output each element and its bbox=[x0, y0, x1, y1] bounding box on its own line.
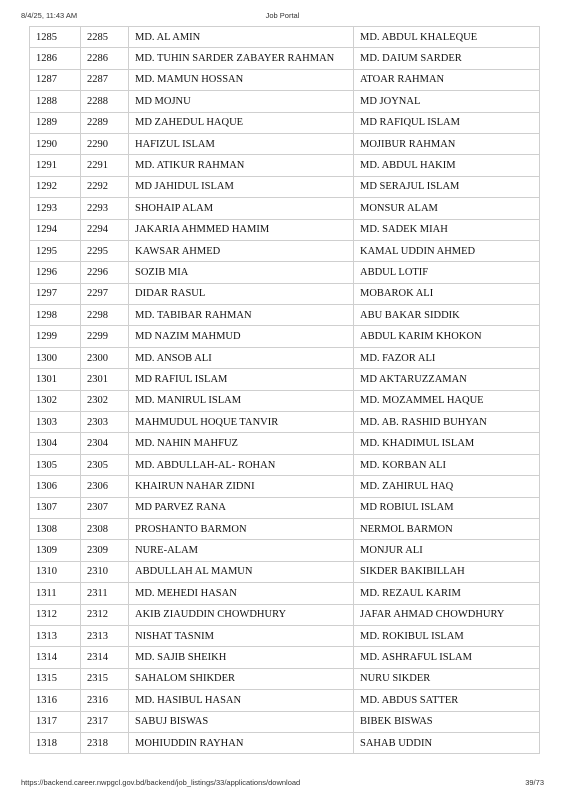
applicant-name-cell: MD. ATIKUR RAHMAN bbox=[129, 155, 354, 176]
table-row bbox=[30, 732, 540, 753]
father-name-cell: MD. ABDUL HAKIM bbox=[354, 155, 540, 176]
application-id-cell: 2306 bbox=[81, 476, 129, 497]
applicant-name-cell: JAKARIA AHMMED HAMIM bbox=[129, 219, 354, 240]
father-name-cell: MD. ASHRAFUL ISLAM bbox=[354, 647, 540, 668]
serial-cell: 1289 bbox=[30, 112, 81, 133]
father-name-cell: MD. KORBAN ALI bbox=[354, 454, 540, 475]
serial-cell: 1292 bbox=[30, 176, 81, 197]
father-name-cell: MD SERAJUL ISLAM bbox=[354, 176, 540, 197]
table-row bbox=[30, 283, 540, 304]
table-row bbox=[30, 668, 540, 689]
applicant-name-cell: MD. HASIBUL HASAN bbox=[129, 690, 354, 711]
applicant-name-cell: HAFIZUL ISLAM bbox=[129, 133, 354, 154]
application-id-cell: 2302 bbox=[81, 390, 129, 411]
table-row bbox=[30, 155, 540, 176]
father-name-cell: SAHAB UDDIN bbox=[354, 732, 540, 753]
table-row bbox=[30, 433, 540, 454]
table-row bbox=[30, 690, 540, 711]
table-row bbox=[30, 412, 540, 433]
applicant-name-cell: MD. MANIRUL ISLAM bbox=[129, 390, 354, 411]
serial-cell: 1287 bbox=[30, 69, 81, 90]
table-row bbox=[30, 326, 540, 347]
print-datetime: 8/4/25, 11:43 AM bbox=[21, 11, 78, 20]
father-name-cell: MD. SADEK MIAH bbox=[354, 219, 540, 240]
table-row bbox=[30, 240, 540, 261]
applicant-name-cell: NURE-ALAM bbox=[129, 540, 354, 561]
application-id-cell: 2294 bbox=[81, 219, 129, 240]
serial-cell: 1311 bbox=[30, 583, 81, 604]
table-row bbox=[30, 497, 540, 518]
applicant-name-cell: MD. ABDULLAH-AL- ROHAN bbox=[129, 454, 354, 475]
serial-cell: 1290 bbox=[30, 133, 81, 154]
father-name-cell: ATOAR RAHMAN bbox=[354, 69, 540, 90]
father-name-cell: MD. KHADIMUL ISLAM bbox=[354, 433, 540, 454]
serial-cell: 1313 bbox=[30, 625, 81, 646]
applicant-name-cell: SOZIB MIA bbox=[129, 262, 354, 283]
serial-cell: 1285 bbox=[30, 27, 81, 48]
table-row bbox=[30, 583, 540, 604]
table-row bbox=[30, 518, 540, 539]
page-number: 39/73 bbox=[525, 778, 544, 787]
father-name-cell: MOBAROK ALI bbox=[354, 283, 540, 304]
serial-cell: 1305 bbox=[30, 454, 81, 475]
serial-cell: 1301 bbox=[30, 369, 81, 390]
father-name-cell: KAMAL UDDIN AHMED bbox=[354, 240, 540, 261]
applicant-name-cell: MD. MEHEDI HASAN bbox=[129, 583, 354, 604]
table-row bbox=[30, 262, 540, 283]
table-row bbox=[30, 454, 540, 475]
applicant-name-cell: MD PARVEZ RANA bbox=[129, 497, 354, 518]
serial-cell: 1294 bbox=[30, 219, 81, 240]
table-row bbox=[30, 540, 540, 561]
source-url[interactable]: https://backend.career.nwpgcl.gov.bd/backend/job_listings/33/applications/download bbox=[21, 778, 301, 787]
serial-cell: 1318 bbox=[30, 732, 81, 753]
table-row bbox=[30, 625, 540, 646]
applicant-name-cell: MD. ANSOB ALI bbox=[129, 347, 354, 368]
application-id-cell: 2295 bbox=[81, 240, 129, 261]
applicant-name-cell: KAWSAR AHMED bbox=[129, 240, 354, 261]
father-name-cell: MOJIBUR RAHMAN bbox=[354, 133, 540, 154]
application-id-cell: 2299 bbox=[81, 326, 129, 347]
table-row bbox=[30, 390, 540, 411]
table-row bbox=[30, 219, 540, 240]
table-row bbox=[30, 176, 540, 197]
application-id-cell: 2293 bbox=[81, 198, 129, 219]
serial-cell: 1316 bbox=[30, 690, 81, 711]
application-id-cell: 2313 bbox=[81, 625, 129, 646]
applicant-name-cell: SHOHAIP ALAM bbox=[129, 198, 354, 219]
applicant-name-cell: AKIB ZIAUDDIN CHOWDHURY bbox=[129, 604, 354, 625]
applicant-name-cell: MD. MAMUN HOSSAN bbox=[129, 69, 354, 90]
father-name-cell: MD. FAZOR ALI bbox=[354, 347, 540, 368]
table-row bbox=[30, 711, 540, 732]
application-id-cell: 2305 bbox=[81, 454, 129, 475]
table-row bbox=[30, 561, 540, 582]
serial-cell: 1300 bbox=[30, 347, 81, 368]
father-name-cell: MD. MOZAMMEL HAQUE bbox=[354, 390, 540, 411]
page-title: Job Portal bbox=[265, 11, 300, 20]
applicant-name-cell: DIDAR RASUL bbox=[129, 283, 354, 304]
father-name-cell: ABDUL KARIM KHOKON bbox=[354, 326, 540, 347]
applicant-name-cell: MD. AL AMIN bbox=[129, 27, 354, 48]
father-name-cell: NURU SIKDER bbox=[354, 668, 540, 689]
father-name-cell: JAFAR AHMAD CHOWDHURY bbox=[354, 604, 540, 625]
applicant-name-cell: MD NAZIM MAHMUD bbox=[129, 326, 354, 347]
father-name-cell: MD. ABDUS SATTER bbox=[354, 690, 540, 711]
serial-cell: 1293 bbox=[30, 198, 81, 219]
father-name-cell: ABU BAKAR SIDDIK bbox=[354, 305, 540, 326]
serial-cell: 1308 bbox=[30, 518, 81, 539]
application-id-cell: 2291 bbox=[81, 155, 129, 176]
father-name-cell: MD RAFIQUL ISLAM bbox=[354, 112, 540, 133]
father-name-cell: MD. ZAHIRUL HAQ bbox=[354, 476, 540, 497]
table-row bbox=[30, 198, 540, 219]
table-row bbox=[30, 305, 540, 326]
table-row bbox=[30, 91, 540, 112]
serial-cell: 1295 bbox=[30, 240, 81, 261]
applicant-name-cell: MD MOJNU bbox=[129, 91, 354, 112]
father-name-cell: MD. ROKIBUL ISLAM bbox=[354, 625, 540, 646]
table-row bbox=[30, 476, 540, 497]
applicant-name-cell: ABDULLAH AL MAMUN bbox=[129, 561, 354, 582]
application-id-cell: 2304 bbox=[81, 433, 129, 454]
father-name-cell: MONJUR ALI bbox=[354, 540, 540, 561]
serial-cell: 1309 bbox=[30, 540, 81, 561]
serial-cell: 1312 bbox=[30, 604, 81, 625]
serial-cell: 1307 bbox=[30, 497, 81, 518]
table-row bbox=[30, 27, 540, 48]
table-row bbox=[30, 347, 540, 368]
application-id-cell: 2309 bbox=[81, 540, 129, 561]
serial-cell: 1288 bbox=[30, 91, 81, 112]
serial-cell: 1306 bbox=[30, 476, 81, 497]
serial-cell: 1297 bbox=[30, 283, 81, 304]
applicant-name-cell: MD. TABIBAR RAHMAN bbox=[129, 305, 354, 326]
table-row bbox=[30, 604, 540, 625]
table-row bbox=[30, 69, 540, 90]
applicant-table bbox=[29, 26, 540, 754]
applicant-name-cell: SAHALOM SHIKDER bbox=[129, 668, 354, 689]
serial-cell: 1310 bbox=[30, 561, 81, 582]
application-id-cell: 2318 bbox=[81, 732, 129, 753]
serial-cell: 1302 bbox=[30, 390, 81, 411]
father-name-cell: SIKDER BAKIBILLAH bbox=[354, 561, 540, 582]
application-id-cell: 2300 bbox=[81, 347, 129, 368]
table-row bbox=[30, 369, 540, 390]
applicant-name-cell: KHAIRUN NAHAR ZIDNI bbox=[129, 476, 354, 497]
application-id-cell: 2286 bbox=[81, 48, 129, 69]
application-id-cell: 2315 bbox=[81, 668, 129, 689]
application-id-cell: 2289 bbox=[81, 112, 129, 133]
application-id-cell: 2301 bbox=[81, 369, 129, 390]
applicant-name-cell: MD. SAJIB SHEIKH bbox=[129, 647, 354, 668]
father-name-cell: MD. DAIUM SARDER bbox=[354, 48, 540, 69]
applicant-name-cell: MD RAFIUL ISLAM bbox=[129, 369, 354, 390]
application-id-cell: 2312 bbox=[81, 604, 129, 625]
application-id-cell: 2307 bbox=[81, 497, 129, 518]
applicant-name-cell: MAHMUDUL HOQUE TANVIR bbox=[129, 412, 354, 433]
serial-cell: 1298 bbox=[30, 305, 81, 326]
applicant-name-cell: MD. TUHIN SARDER ZABAYER RAHMAN bbox=[129, 48, 354, 69]
application-id-cell: 2288 bbox=[81, 91, 129, 112]
serial-cell: 1317 bbox=[30, 711, 81, 732]
applicant-name-cell: MD ZAHEDUL HAQUE bbox=[129, 112, 354, 133]
applicant-name-cell: MOHIUDDIN RAYHAN bbox=[129, 732, 354, 753]
serial-cell: 1286 bbox=[30, 48, 81, 69]
serial-cell: 1303 bbox=[30, 412, 81, 433]
father-name-cell: MD. REZAUL KARIM bbox=[354, 583, 540, 604]
application-id-cell: 2296 bbox=[81, 262, 129, 283]
page-footer bbox=[0, 776, 565, 790]
table-row bbox=[30, 647, 540, 668]
applicant-name-cell: NISHAT TASNIM bbox=[129, 625, 354, 646]
application-id-cell: 2297 bbox=[81, 283, 129, 304]
table-row bbox=[30, 112, 540, 133]
application-id-cell: 2311 bbox=[81, 583, 129, 604]
application-id-cell: 2316 bbox=[81, 690, 129, 711]
applicant-name-cell: SABUJ BISWAS bbox=[129, 711, 354, 732]
applicant-name-cell: PROSHANTO BARMON bbox=[129, 518, 354, 539]
page-header bbox=[0, 0, 565, 26]
applicant-name-cell: MD JAHIDUL ISLAM bbox=[129, 176, 354, 197]
application-id-cell: 2287 bbox=[81, 69, 129, 90]
serial-cell: 1299 bbox=[30, 326, 81, 347]
application-id-cell: 2298 bbox=[81, 305, 129, 326]
applicant-name-cell: MD. NAHIN MAHFUZ bbox=[129, 433, 354, 454]
application-id-cell: 2292 bbox=[81, 176, 129, 197]
serial-cell: 1291 bbox=[30, 155, 81, 176]
serial-cell: 1296 bbox=[30, 262, 81, 283]
application-id-cell: 2303 bbox=[81, 412, 129, 433]
father-name-cell: MD ROBIUL ISLAM bbox=[354, 497, 540, 518]
father-name-cell: MD JOYNAL bbox=[354, 91, 540, 112]
applicant-table-body bbox=[30, 27, 540, 754]
application-id-cell: 2317 bbox=[81, 711, 129, 732]
father-name-cell: ABDUL LOTIF bbox=[354, 262, 540, 283]
table-row bbox=[30, 48, 540, 69]
application-id-cell: 2314 bbox=[81, 647, 129, 668]
application-id-cell: 2310 bbox=[81, 561, 129, 582]
father-name-cell: BIBEK BISWAS bbox=[354, 711, 540, 732]
father-name-cell: MD. ABDUL KHALEQUE bbox=[354, 27, 540, 48]
father-name-cell: MD AKTARUZZAMAN bbox=[354, 369, 540, 390]
serial-cell: 1304 bbox=[30, 433, 81, 454]
father-name-cell: MD. AB. RASHID BUHYAN bbox=[354, 412, 540, 433]
table-row bbox=[30, 133, 540, 154]
father-name-cell: NERMOL BARMON bbox=[354, 518, 540, 539]
application-id-cell: 2285 bbox=[81, 27, 129, 48]
application-id-cell: 2290 bbox=[81, 133, 129, 154]
father-name-cell: MONSUR ALAM bbox=[354, 198, 540, 219]
serial-cell: 1314 bbox=[30, 647, 81, 668]
serial-cell: 1315 bbox=[30, 668, 81, 689]
application-id-cell: 2308 bbox=[81, 518, 129, 539]
